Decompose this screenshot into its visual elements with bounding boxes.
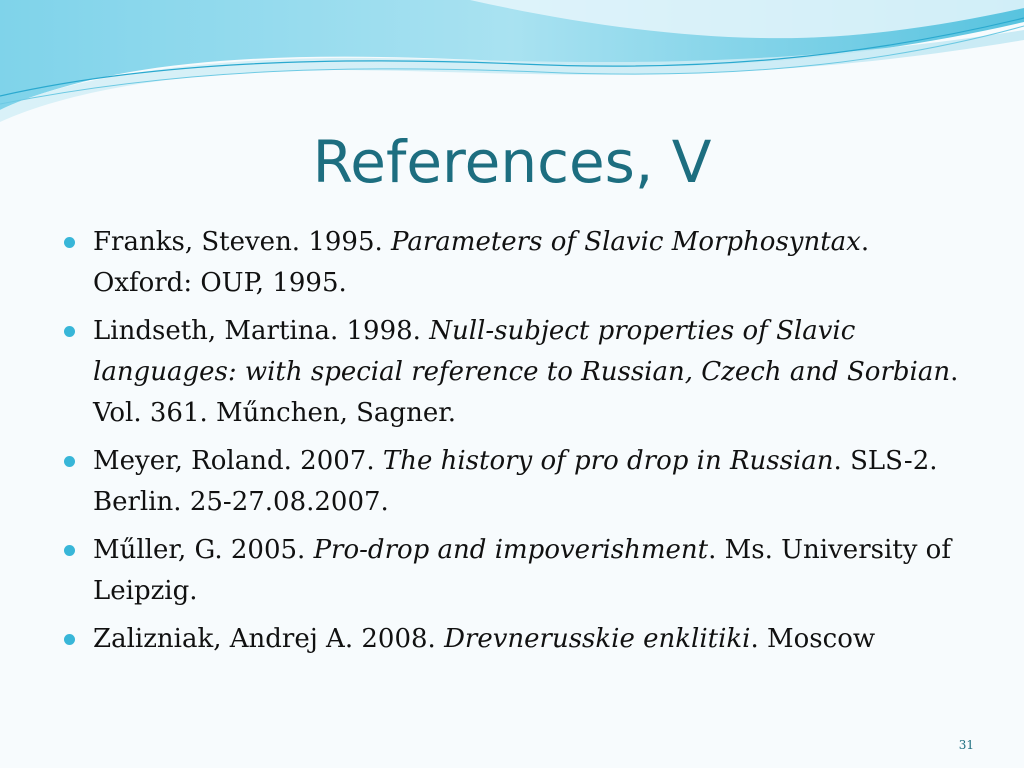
reference-text: Zalizniak, Andrej A. 2008.	[93, 624, 445, 654]
bullet-icon	[64, 456, 75, 467]
reference-details: . Oxford: OUP, 1995.	[93, 227, 870, 298]
reference-details: . Ms. University of Leipzig.	[93, 535, 951, 606]
reference-item	[60, 441, 960, 523]
bullet-icon	[64, 545, 75, 556]
page-number: 31	[958, 738, 974, 752]
reference-text: Műller, G. 2005.	[93, 535, 314, 565]
reference-item	[60, 619, 960, 660]
header-wave-decoration	[0, 0, 1024, 130]
reference-text: Lindseth, Martina. 1998.	[93, 316, 430, 346]
reference-details: . SLS-2. Berlin. 25-27.08.2007.	[93, 446, 938, 517]
reference-title: Drevnerusskie enklitiki	[444, 624, 751, 654]
bullet-icon	[64, 326, 75, 337]
reference-details: . Moscow	[750, 624, 876, 654]
reference-title: Null-subject properties of Slavic languages: with special reference to Russian, Czech and Sorbian	[93, 316, 951, 387]
reference-title: Pro-drop and impoverishment	[313, 535, 709, 565]
reference-details: . Vol. 361. Műnchen, Sagner.	[93, 357, 959, 428]
bullet-icon	[64, 634, 75, 645]
reference-item	[60, 222, 960, 304]
reference-title: Parameters of Slavic Morphosyntax	[391, 227, 861, 257]
slide-title: References, V	[312, 128, 712, 196]
reference-list	[60, 222, 960, 667]
bullet-icon	[64, 237, 75, 248]
reference-text: Meyer, Roland. 2007.	[93, 446, 383, 476]
reference-text: Franks, Steven. 1995.	[93, 227, 392, 257]
reference-title: The history of pro drop in Russian	[382, 446, 834, 476]
reference-item	[60, 311, 960, 434]
reference-item	[60, 530, 960, 612]
